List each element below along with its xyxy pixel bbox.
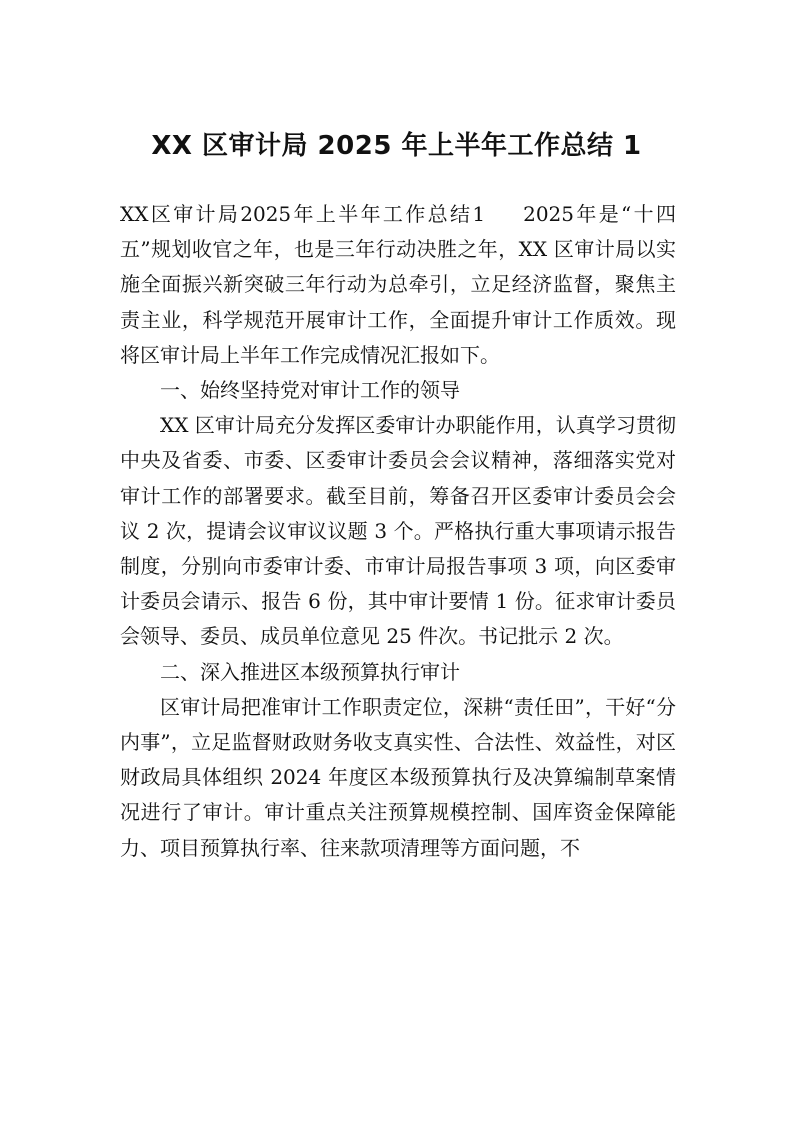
section-paragraph-1: XX 区审计局充分发挥区委审计办职能作用，认真学习贯彻中央及省委、市委、区委审计委员会会议精神，落细落实党对审计工作的部署要求。截至目前，筹备召开区委审计委员会会议 2 次，提请会议审议议题 3 个。严格执行重大事项请示报告制度，分别向市委审计委、市审计局报告事项 3 项，向区委审计委员会请示、报告 6 份，其中审计要情 1 份。征求审计委员会领导、委员、成员单位意见 25 件次。书记批示 2 次。: [120, 413, 676, 649]
intro-inline-heading: XX区审计局2025年上半年工作总结1: [120, 202, 486, 226]
intro-paragraph: [120, 197, 676, 373]
document-title: XX 区审计局 2025 年上半年工作总结 1: [151, 131, 642, 161]
section-heading-2: 二、深入推进区本级预算执行审计: [160, 659, 460, 684]
intro-text: 2025年是“十四五”规划收官之年，也是三年行动决胜之年，XX 区审计局以实施全面振兴新突破三年行动为总牵引，立足经济监督，聚焦主责主业，科学规范开展审计工作，全面提升审计工作质效。现将区审计局上半年工作完成情况汇报如下。: [120, 202, 676, 367]
section-paragraph-2: 区审计局把准审计工作职责定位，深耕“责任田”，干好“分内事”，立足监督财政财务收支真实性、合法性、效益性，对区财政局具体组织 2024 年度区本级预算执行及决算编制草案情况进行了审计。审计重点关注预算规模控制、国库资金保障能力、项目预算执行率、往来款项清理等方面问题，不: [120, 694, 676, 860]
document-body: [120, 197, 676, 866]
section-heading-1: 一、始终坚持党对审计工作的领导: [160, 378, 460, 403]
